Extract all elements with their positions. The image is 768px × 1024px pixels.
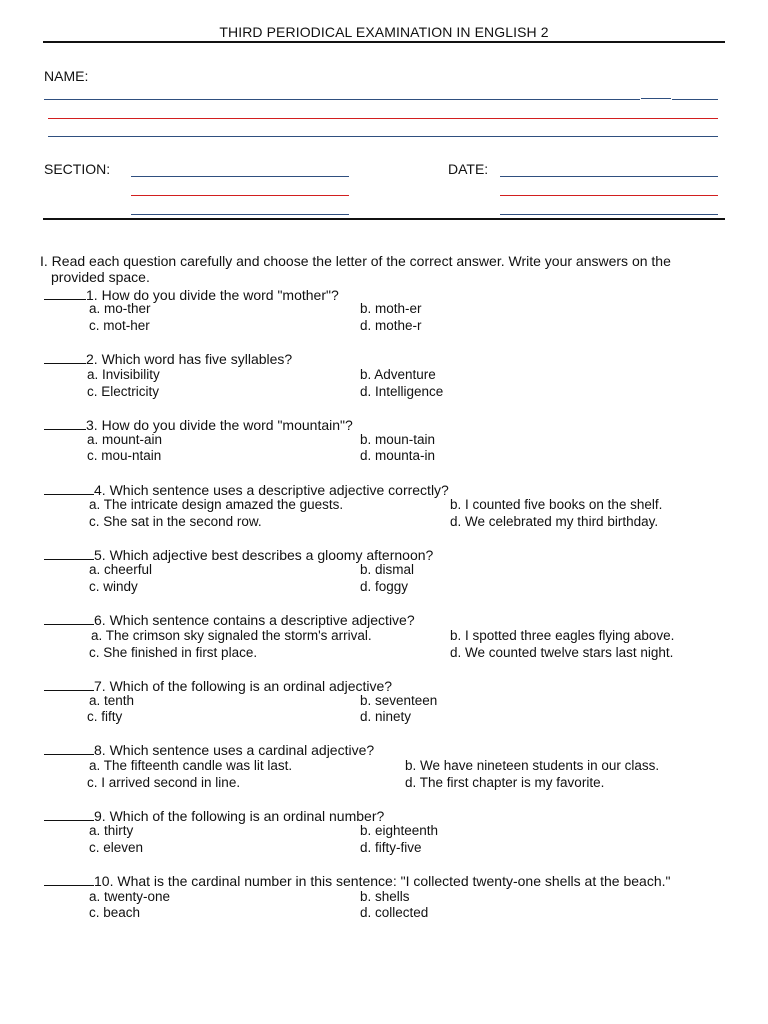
instructions-continued: provided space. <box>51 269 150 285</box>
choice-1b[interactable]: b. moth-er <box>360 301 422 316</box>
question-text: Which adjective best describes a gloomy afternoon? <box>109 547 434 563</box>
choice-7a[interactable]: a. tenth <box>89 693 135 708</box>
name-label: NAME: <box>44 68 89 84</box>
choice-7d[interactable]: d. ninety <box>360 709 412 724</box>
choice-10c[interactable]: c. beach <box>89 905 141 920</box>
question-number: 3. <box>86 417 98 433</box>
choice-4b[interactable]: b. I counted five books on the shelf. <box>450 497 663 512</box>
question-number: 10. <box>94 873 114 889</box>
choice-6c[interactable]: c. She finished in first place. <box>89 645 258 660</box>
question-text: How do you divide the word "mountain"? <box>101 417 353 433</box>
answer-blank-6[interactable] <box>44 611 94 625</box>
choice-8c[interactable]: c. I arrived second in line. <box>87 775 241 790</box>
choice-4a[interactable]: a. The intricate design amazed the guests. <box>89 497 344 512</box>
answer-blank-4[interactable] <box>44 481 94 495</box>
choice-6a[interactable]: a. The crimson sky signaled the storm's arrival. <box>91 628 372 643</box>
question-10 <box>44 872 670 889</box>
question-2 <box>44 350 292 367</box>
question-7 <box>44 677 392 694</box>
choice-3b[interactable]: b. moun-tain <box>360 432 436 447</box>
date-line-3[interactable] <box>500 214 718 215</box>
question-text: Which of the following is an ordinal adjective? <box>109 678 393 694</box>
question-text: Which word has five syllables? <box>101 351 293 367</box>
choice-8b[interactable]: b. We have nineteen students in our class. <box>405 758 660 773</box>
question-number: 2. <box>86 351 98 367</box>
question-number: 4. <box>94 482 106 498</box>
answer-blank-7[interactable] <box>44 677 94 691</box>
question-8 <box>44 741 374 758</box>
date-line-2[interactable] <box>500 195 718 196</box>
date-line-1[interactable] <box>500 176 718 177</box>
section-line-2[interactable] <box>131 195 349 196</box>
section-label: SECTION: <box>44 161 111 177</box>
choice-5b[interactable]: b. dismal <box>360 562 415 577</box>
choice-9c[interactable]: c. eleven <box>89 840 144 855</box>
choice-2a[interactable]: a. Invisibility <box>87 367 160 382</box>
section-line-3[interactable] <box>131 214 349 215</box>
question-5 <box>44 546 433 563</box>
choice-3a[interactable]: a. mount-ain <box>87 432 163 447</box>
answer-blank-9[interactable] <box>44 807 94 821</box>
choice-7c[interactable]: c. fifty <box>87 709 123 724</box>
answer-blank-1[interactable] <box>44 286 86 300</box>
question-3 <box>44 416 353 433</box>
name-line-1[interactable] <box>44 99 640 100</box>
choice-1d[interactable]: d. mothe-r <box>360 318 422 333</box>
answer-blank-3[interactable] <box>44 416 86 430</box>
question-text: Which sentence uses a cardinal adjective? <box>109 742 375 758</box>
choice-1c[interactable]: c. mot-her <box>89 318 150 333</box>
question-text: What is the cardinal number in this sentence: "I collected twenty-one shells at the beach." <box>117 873 671 889</box>
question-number: 5. <box>94 547 106 563</box>
choice-7b[interactable]: b. seventeen <box>360 693 438 708</box>
choice-4d[interactable]: d. We celebrated my third birthday. <box>450 514 659 529</box>
section-line-1[interactable] <box>131 176 349 177</box>
question-number: 9. <box>94 808 106 824</box>
exam-title: THIRD PERIODICAL EXAMINATION IN ENGLISH 2 <box>219 24 549 40</box>
answer-blank-8[interactable] <box>44 741 94 755</box>
name-line-1-segment <box>641 98 671 99</box>
choice-8a[interactable]: a. The fifteenth candle was lit last. <box>89 758 293 773</box>
choice-10d[interactable]: d. collected <box>360 905 429 920</box>
header-bottom-rule <box>43 218 725 220</box>
choice-3d[interactable]: d. mounta-in <box>360 448 436 463</box>
choice-6d[interactable]: d. We counted twelve stars last night. <box>450 645 674 660</box>
title-rule <box>43 41 725 43</box>
question-number: 1. <box>86 287 98 303</box>
date-label: DATE: <box>448 161 489 177</box>
choice-9b[interactable]: b. eighteenth <box>360 823 439 838</box>
choice-2d[interactable]: d. Intelligence <box>360 384 444 399</box>
question-text: Which of the following is an ordinal number? <box>109 808 385 824</box>
question-number: 6. <box>94 612 106 628</box>
choice-10a[interactable]: a. twenty-one <box>89 889 171 904</box>
question-6 <box>44 611 415 628</box>
question-9 <box>44 807 384 824</box>
answer-blank-2[interactable] <box>44 350 86 364</box>
choice-2c[interactable]: c. Electricity <box>87 384 160 399</box>
question-number: 7. <box>94 678 106 694</box>
choice-9d[interactable]: d. fifty-five <box>360 840 422 855</box>
choice-3c[interactable]: c. mou-ntain <box>87 448 162 463</box>
choice-6b[interactable]: b. I spotted three eagles flying above. <box>450 628 675 643</box>
question-text: How do you divide the word "mother"? <box>101 287 339 303</box>
choice-2b[interactable]: b. Adventure <box>360 367 436 382</box>
choice-1a[interactable]: a. mo-ther <box>89 301 151 316</box>
choice-8d[interactable]: d. The first chapter is my favorite. <box>405 775 605 790</box>
name-line-1-tail <box>672 99 718 100</box>
question-text: Which sentence uses a descriptive adjective correctly? <box>109 482 449 498</box>
choice-9a[interactable]: a. thirty <box>89 823 134 838</box>
choice-5a[interactable]: a. cheerful <box>89 562 153 577</box>
choice-4c[interactable]: c. She sat in the second row. <box>89 514 262 529</box>
answer-blank-10[interactable] <box>44 872 94 886</box>
question-4 <box>44 481 449 498</box>
name-line-3[interactable] <box>48 136 718 137</box>
choice-10b[interactable]: b. shells <box>360 889 410 904</box>
choice-5c[interactable]: c. windy <box>89 579 138 594</box>
name-line-2[interactable] <box>48 118 718 119</box>
choice-5d[interactable]: d. foggy <box>360 579 409 594</box>
question-text: Which sentence contains a descriptive adjective? <box>109 612 415 628</box>
answer-blank-5[interactable] <box>44 546 94 560</box>
question-number: 8. <box>94 742 106 758</box>
instructions: I. Read each question carefully and choose the letter of the correct answer. Write your answers on the <box>40 253 671 269</box>
